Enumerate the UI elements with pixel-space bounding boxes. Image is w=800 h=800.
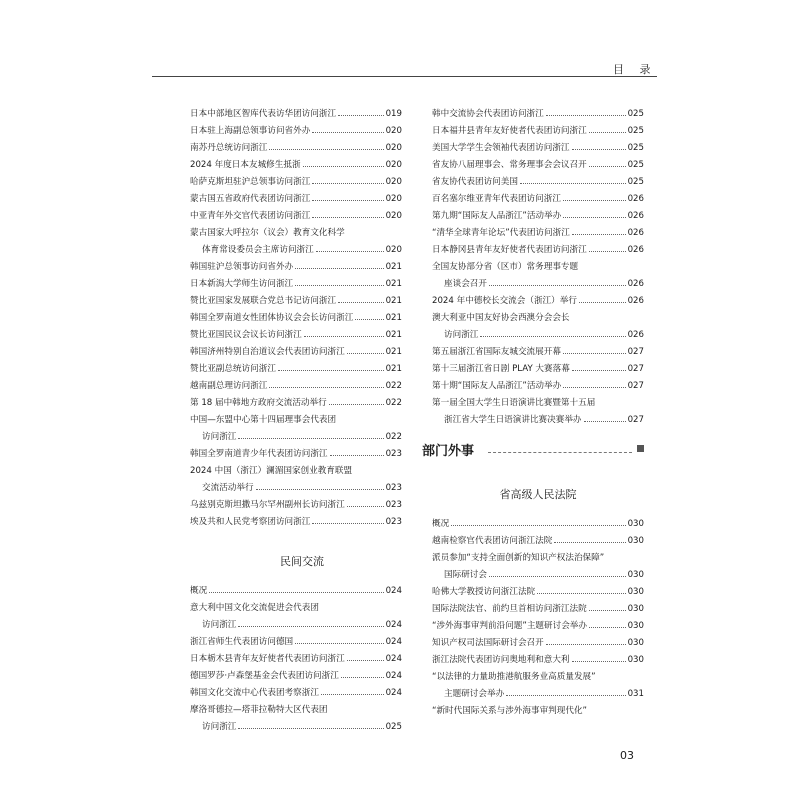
toc-entry-title: 赞比亚国民议会议长访问浙江	[190, 330, 302, 340]
toc-entry-page: 024	[385, 620, 402, 630]
sub-heading-civil-exchange: 民间交流	[280, 555, 324, 568]
toc-entry	[432, 652, 644, 669]
toc-entry	[190, 651, 402, 668]
toc-entry-page: 021	[385, 296, 402, 306]
toc-entry	[190, 617, 402, 634]
toc-entry-page: 020	[385, 194, 402, 204]
toc-entry	[190, 395, 402, 412]
header-rule	[152, 76, 657, 77]
toc-entry-title: 意大利中国文化交流促进会代表团	[190, 603, 319, 613]
toc-entry-list	[190, 106, 402, 531]
toc-entry	[190, 276, 402, 293]
toc-entry-title: “涉外海事审判前沿问题”主题研讨会举办	[432, 621, 587, 631]
toc-entry	[190, 378, 402, 395]
toc-entry-title: 蒙古国五省政府代表团访问浙江	[190, 194, 311, 204]
toc-entry	[190, 702, 402, 719]
toc-entry-page: 023	[385, 517, 402, 527]
toc-entry-title: 埃及共和人民党考察团访问浙江	[190, 517, 311, 527]
toc-entry-title: 派员参加“支持全面创新的知识产权法治保障”	[432, 553, 605, 563]
dot-leader	[546, 115, 626, 116]
toc-entry	[190, 293, 402, 310]
toc-entry-title: 韩国济州特别自治道议会代表团访问浙江	[190, 347, 345, 357]
dot-leader	[589, 610, 626, 611]
toc-entry-title: “以法律的力量助推港航服务业高质量发展”	[432, 672, 596, 682]
dot-leader	[238, 438, 383, 439]
toc-entry-page: 026	[627, 228, 644, 238]
toc-entry-page: 026	[627, 296, 644, 306]
toc-entry	[190, 514, 402, 531]
toc-entry-title: 第一届全国大学生日语演讲比赛暨第十五届	[432, 398, 596, 408]
toc-entry-title: 韩国全罗南道青少年代表团访问浙江	[190, 449, 328, 459]
toc-entry-title: 越南检察官代表团访问浙江法院	[432, 536, 553, 546]
toc-entry	[190, 225, 402, 242]
dot-leader	[572, 661, 626, 662]
toc-entry-page: 025	[627, 109, 644, 119]
toc-entry	[190, 208, 402, 225]
toc-entry	[432, 378, 644, 395]
toc-entry-page: 021	[385, 364, 402, 374]
toc-entry	[432, 601, 644, 618]
toc-entry-page: 030	[627, 587, 644, 597]
dot-leader	[295, 643, 383, 644]
toc-entry-title: 体育常设委员会主席访问浙江	[202, 245, 314, 255]
toc-entry-page: 022	[385, 398, 402, 408]
toc-entry	[190, 242, 402, 259]
toc-entry	[190, 327, 402, 344]
toc-entry-title: 2024 年度日本友城修生抵浙	[190, 160, 301, 170]
toc-entry	[432, 584, 644, 601]
dot-leader	[312, 523, 383, 524]
toc-entry-title: 日本中部地区智库代表访华团访问浙江	[190, 109, 337, 119]
dot-leader	[295, 285, 383, 286]
toc-entry	[190, 668, 402, 685]
toc-entry-page: 030	[627, 655, 644, 665]
dot-leader	[295, 268, 383, 269]
toc-entry-page: 025	[627, 160, 644, 170]
toc-entry	[190, 310, 402, 327]
toc-entry	[432, 225, 644, 242]
toc-entry	[432, 567, 644, 584]
toc-entry	[432, 412, 644, 429]
toc-entry-page: 030	[627, 536, 644, 546]
toc-entry-page: 021	[385, 313, 402, 323]
toc-entry-title: “清华全球青年论坛”代表团访问浙江	[432, 228, 570, 238]
toc-entry-title: 越南副总理访问浙江	[190, 381, 268, 391]
toc-entry-title: 座谈会召开	[444, 279, 487, 289]
toc-entry-page: 027	[627, 364, 644, 374]
dot-leader	[572, 149, 626, 150]
dot-leader	[572, 370, 626, 371]
dot-leader	[489, 576, 626, 577]
toc-entry-page: 020	[385, 143, 402, 153]
toc-entry-page: 021	[385, 279, 402, 289]
dot-leader	[238, 626, 383, 627]
toc-entry-page: 027	[627, 415, 644, 425]
dot-leader	[589, 166, 626, 167]
toc-entry	[190, 600, 402, 617]
toc-entry-page: 021	[385, 330, 402, 340]
toc-entry	[190, 140, 402, 157]
toc-entry	[432, 259, 644, 276]
toc-entry	[190, 634, 402, 651]
dot-leader	[347, 353, 384, 354]
dot-leader	[589, 132, 626, 133]
toc-entry-title: 访问浙江	[202, 432, 237, 442]
toc-entry-page: 023	[385, 500, 402, 510]
toc-entry	[190, 344, 402, 361]
toc-entry	[190, 361, 402, 378]
toc-entry	[432, 361, 644, 378]
toc-entry	[190, 497, 402, 514]
toc-entry	[432, 635, 644, 652]
toc-entry-page: 027	[627, 381, 644, 391]
dot-leader	[341, 677, 384, 678]
toc-entry-page: 026	[627, 211, 644, 221]
section-heading-label: 部门外事	[422, 440, 478, 459]
toc-entry	[432, 327, 644, 344]
toc-entry-page: 024	[385, 688, 402, 698]
toc-entry-title: 日本新潟大学师生访问浙江	[190, 279, 294, 289]
toc-entry	[190, 429, 402, 446]
toc-entry-title: 德国罗莎·卢森堡基金会代表团访问浙江	[190, 671, 339, 681]
toc-entry-title: 赞比亚国家发展联合党总书记访问浙江	[190, 296, 337, 306]
sub-heading-high-court: 省高级人民法院	[499, 488, 577, 501]
toc-entry-title: “新时代国际关系与涉外海事审判现代化”	[432, 706, 587, 716]
toc-entry-title: 摩洛哥德拉—塔菲拉勒特大区代表团	[190, 705, 328, 715]
dot-leader	[572, 234, 626, 235]
dot-leader	[269, 149, 383, 150]
dot-leader	[480, 336, 625, 337]
toc-entry-page: 025	[627, 126, 644, 136]
toc-entry	[432, 123, 644, 140]
toc-entry-page: 025	[627, 177, 644, 187]
dot-leader	[355, 319, 383, 320]
toc-entry	[432, 669, 644, 686]
toc-entry	[190, 259, 402, 276]
toc-entry-page: 026	[627, 330, 644, 340]
toc-entry-title: 国际研讨会	[444, 570, 487, 580]
toc-entry-page: 027	[627, 347, 644, 357]
toc-entry	[432, 516, 644, 533]
toc-entry	[190, 719, 402, 736]
dot-leader	[554, 542, 625, 543]
toc-entry-list	[190, 583, 402, 736]
toc-entry-title: 韩国全罗南道女性团体协议会会长访问浙江	[190, 313, 354, 323]
toc-entry-page: 026	[627, 279, 644, 289]
toc-entry	[190, 583, 402, 600]
toc-entry	[432, 344, 644, 361]
toc-entry-page: 021	[385, 262, 402, 272]
toc-entry	[432, 191, 644, 208]
toc-entry	[432, 242, 644, 259]
toc-entry-page: 020	[385, 245, 402, 255]
toc-entry-title: 日本静冈县青年友好使者代表团访问浙江	[432, 245, 587, 255]
dot-leader	[520, 183, 626, 184]
toc-entry-page: 020	[385, 211, 402, 221]
toc-entry	[432, 208, 644, 225]
toc-entry	[432, 533, 644, 550]
dot-leader	[312, 132, 383, 133]
toc-entry	[432, 140, 644, 157]
toc-entry	[432, 174, 644, 191]
toc-entry-title: 日本栃木县青年友好使者代表团访问浙江	[190, 654, 345, 664]
toc-entry-page: 030	[627, 570, 644, 580]
toc-entry-page: 030	[627, 604, 644, 614]
dot-leader	[303, 166, 384, 167]
dot-leader	[584, 421, 626, 422]
toc-entry	[432, 106, 644, 123]
dot-leader	[451, 525, 625, 526]
toc-entry-title: 韩国文化交流中心代表团考察浙江	[190, 688, 319, 698]
dot-leader	[563, 200, 626, 201]
toc-entry-title: 省友协八届理事会、常务理事会会议召开	[432, 160, 587, 170]
toc-entry-title: 韩中交流协会代表团访问浙江	[432, 109, 544, 119]
toc-entry	[190, 480, 402, 497]
dot-leader	[338, 115, 383, 116]
dot-leader	[347, 660, 384, 661]
toc-entry-page: 024	[385, 586, 402, 596]
toc-left-column	[190, 106, 402, 736]
toc-entry	[432, 310, 644, 327]
toc-entry-title: 百名塞尔维亚青年代表团访问浙江	[432, 194, 561, 204]
dot-leader	[330, 455, 384, 456]
toc-entry-title: 第 18 届中韩地方政府交流活动举行	[190, 398, 327, 408]
dot-leader	[269, 387, 383, 388]
dot-leader	[546, 644, 626, 645]
toc-entry	[432, 293, 644, 310]
toc-entry-page: 026	[627, 245, 644, 255]
dot-leader	[238, 728, 383, 729]
toc-entry-title: 交流活动举行	[202, 483, 254, 493]
toc-entry-title: 第十三届浙江省日剧 PLAY 大赛落幕	[432, 364, 570, 374]
dot-leader	[329, 404, 384, 405]
toc-entry-title: 第十期“国际友人品浙江”活动举办	[432, 381, 562, 391]
toc-entry-title: 访问浙江	[444, 330, 479, 340]
toc-entry-page: 022	[385, 432, 402, 442]
toc-entry-title: 第五届浙江省国际友城交流展开幕	[432, 347, 561, 357]
toc-entry-title: 蒙古国家大呼拉尔（议会）教育文化科学	[190, 228, 345, 238]
toc-entry-title: 知识产权司法国际研讨会召开	[432, 638, 544, 648]
toc-entry-title: 2024 中国（浙江）澜湄国家创业教育联盟	[190, 466, 353, 476]
toc-entry-page: 031	[627, 689, 644, 699]
toc-entry-page: 019	[385, 109, 402, 119]
dot-leader	[312, 217, 383, 218]
toc-entry	[190, 123, 402, 140]
toc-entry-title: 哈佛大学教授访问浙江法院	[432, 587, 536, 597]
page-number: 03	[620, 749, 634, 762]
toc-entry-title: 访问浙江	[202, 620, 237, 630]
dot-leader	[338, 302, 383, 303]
toc-entry	[190, 174, 402, 191]
toc-entry	[432, 157, 644, 174]
dot-leader	[579, 302, 626, 303]
dot-leader	[256, 489, 384, 490]
toc-entry-title: 乌兹别克斯坦撒马尔罕州副州长访问浙江	[190, 500, 345, 510]
toc-entry-page: 023	[385, 483, 402, 493]
toc-entry-page: 024	[385, 671, 402, 681]
dot-leader	[312, 183, 383, 184]
toc-entry-title: 南苏丹总统访问浙江	[190, 143, 268, 153]
square-marker-icon	[637, 445, 644, 452]
toc-entry	[432, 703, 644, 720]
toc-entry-title: 哈萨克斯坦驻沪总领事访问浙江	[190, 177, 311, 187]
toc-entry	[190, 157, 402, 174]
toc-entry-page: 020	[385, 177, 402, 187]
toc-entry-title: 美国大学学生会领袖代表团访问浙江	[432, 143, 570, 153]
toc-entry-title: 概况	[432, 519, 450, 529]
toc-entry-page: 030	[627, 638, 644, 648]
toc-entry	[190, 412, 402, 429]
toc-entry-title: 国际法院法官、前约旦首相访问浙江法院	[432, 604, 587, 614]
toc-entry	[432, 395, 644, 412]
toc-entry-page: 021	[385, 347, 402, 357]
toc-entry-page: 025	[627, 143, 644, 153]
toc-entry	[432, 550, 644, 567]
dot-leader	[563, 217, 625, 218]
toc-entry-title: 2024 年中德校长交流会（浙江）举行	[432, 296, 577, 306]
dot-leader	[489, 285, 626, 286]
dot-leader	[589, 627, 626, 628]
toc-entry	[190, 106, 402, 123]
toc-entry-page: 020	[385, 126, 402, 136]
toc-entry	[190, 463, 402, 480]
dot-leader	[278, 370, 384, 371]
section-heading-rule	[488, 452, 632, 453]
toc-entry-title: 赞比亚副总统访问浙江	[190, 364, 276, 374]
toc-entry-title: 日本驻上海副总领事访问省外办	[190, 126, 311, 136]
toc-entry-title: 澳大利亚中国友好协会西澳分会会长	[432, 313, 570, 323]
toc-entry-page: 022	[385, 381, 402, 391]
toc-entry-title: 概况	[190, 586, 208, 596]
toc-entry-page: 030	[627, 519, 644, 529]
header-title: 目 录	[613, 63, 657, 76]
toc-entry-title: 访问浙江	[202, 722, 237, 732]
dot-leader	[312, 200, 383, 201]
toc-entry-title: 浙江省大学生日语演讲比赛决赛举办	[444, 415, 582, 425]
toc-entry	[432, 276, 644, 293]
toc-entry-list	[432, 106, 644, 429]
toc-entry-page: 024	[385, 654, 402, 664]
dot-leader	[347, 506, 384, 507]
toc-entry	[190, 685, 402, 702]
toc-entry-title: 主题研讨会举办	[444, 689, 505, 699]
dot-leader	[321, 694, 384, 695]
toc-entry	[432, 686, 644, 703]
toc-right-column	[422, 106, 644, 720]
dot-leader	[316, 251, 384, 252]
toc-entry	[190, 191, 402, 208]
toc-entry-title: 中国—东盟中心第十四届理事会代表团	[190, 415, 337, 425]
toc-entry-page: 030	[627, 621, 644, 631]
toc-entry-title: 中亚青年外交官代表团访问浙江	[190, 211, 311, 221]
toc-entry-title: 全国友协部分省（区市）常务理事专题	[432, 262, 579, 272]
dot-leader	[209, 592, 383, 593]
dot-leader	[563, 353, 626, 354]
toc-entry-title: 第九期“国际友人品浙江”活动举办	[432, 211, 562, 221]
toc-entry	[190, 446, 402, 463]
toc-entry-title: 韩国驻沪总领事访问省外办	[190, 262, 294, 272]
toc-entry-page: 020	[385, 160, 402, 170]
toc-entry-title: 日本福井县青年友好使者代表团访问浙江	[432, 126, 587, 136]
toc-entry-title: 省友协代表团访问美国	[432, 177, 518, 187]
toc-entry-page: 026	[627, 194, 644, 204]
dot-leader	[537, 593, 625, 594]
toc-entry-page: 025	[385, 722, 402, 732]
toc-entry-title: 浙江法院代表团访问奥地利和意大利	[432, 655, 570, 665]
section-heading-department-affairs	[422, 440, 644, 464]
toc-entry-page: 023	[385, 449, 402, 459]
dot-leader	[304, 336, 384, 337]
dot-leader	[506, 695, 625, 696]
toc-entry-page: 024	[385, 637, 402, 647]
toc-entry-list	[432, 516, 644, 720]
dot-leader	[589, 251, 626, 252]
dot-leader	[563, 387, 625, 388]
toc-entry	[432, 618, 644, 635]
toc-entry-title: 浙江省师生代表团访问德国	[190, 637, 294, 647]
